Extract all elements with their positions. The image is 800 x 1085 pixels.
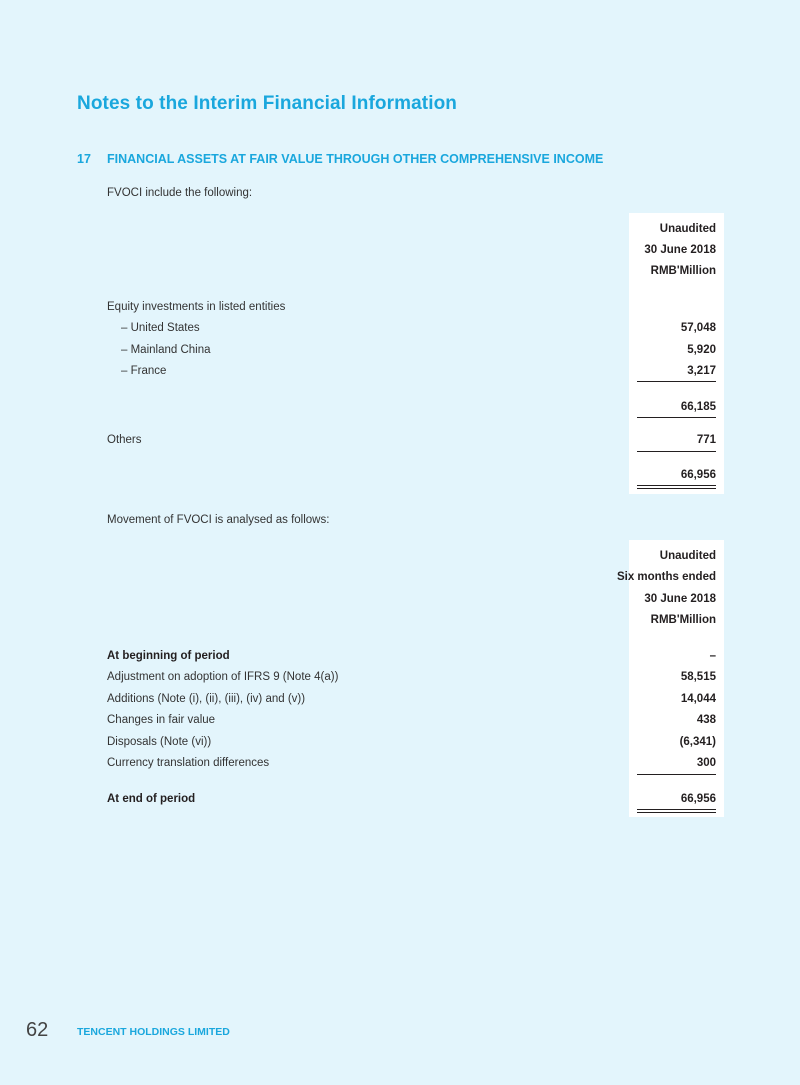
row-value: 5,920 bbox=[687, 344, 716, 356]
table1-others-row bbox=[107, 430, 716, 450]
row-label: Currency translation differences bbox=[107, 757, 270, 769]
total-double-rule bbox=[637, 485, 716, 489]
row-label: Adjustment on adoption of IFRS 9 (Note 4(a)) bbox=[107, 671, 339, 683]
table1-subtotal-row bbox=[107, 397, 716, 417]
section-heading bbox=[77, 152, 603, 166]
row-value: (6,341) bbox=[679, 736, 716, 748]
row-value: 438 bbox=[696, 714, 716, 726]
table1-total-row bbox=[107, 465, 716, 485]
row-label: – Mainland China bbox=[121, 344, 211, 356]
row-value: 14,044 bbox=[680, 693, 716, 705]
table1-header-date: 30 June 2018 bbox=[644, 244, 716, 256]
row-label: Others bbox=[107, 434, 142, 446]
row-label: – United States bbox=[121, 322, 200, 334]
row-label: Changes in fair value bbox=[107, 714, 216, 726]
section-title: FINANCIAL ASSETS AT FAIR VALUE THROUGH OTHER COMPREHENSIVE INCOME bbox=[107, 152, 604, 166]
row-label: Additions (Note (i), (ii), (iii), (iv) and (v)) bbox=[107, 693, 306, 705]
table-row bbox=[107, 318, 716, 338]
row-value: 300 bbox=[696, 757, 716, 769]
row-label: At end of period bbox=[107, 793, 196, 805]
end-double-rule bbox=[637, 809, 716, 813]
table1-group-row bbox=[107, 297, 716, 317]
total-rule bbox=[637, 451, 716, 452]
subtotal-rule bbox=[637, 381, 716, 382]
page-title: Notes to the Interim Financial Information bbox=[77, 93, 458, 114]
table2-header-date: 30 June 2018 bbox=[644, 593, 716, 605]
subtotal-value: 66,185 bbox=[680, 401, 716, 413]
row-label: – France bbox=[121, 365, 167, 377]
table2-end-row bbox=[107, 789, 716, 809]
table1-intro: FVOCI include the following: bbox=[107, 187, 253, 199]
table-row bbox=[107, 753, 716, 773]
table-row bbox=[107, 340, 716, 360]
table2-intro: Movement of FVOCI is analysed as follows: bbox=[107, 514, 330, 526]
table2-header-unaudited: Unaudited bbox=[659, 550, 716, 562]
table-row bbox=[107, 689, 716, 709]
table1-header-currency: RMB'Million bbox=[650, 265, 716, 277]
row-label: Disposals (Note (vi)) bbox=[107, 736, 212, 748]
row-value: 66,956 bbox=[680, 793, 716, 805]
row-label: At beginning of period bbox=[107, 650, 230, 662]
section-number: 17 bbox=[77, 152, 91, 166]
table2-header-period: Six months ended bbox=[616, 571, 716, 583]
group-label: Equity investments in listed entities bbox=[107, 301, 286, 313]
table-row bbox=[107, 667, 716, 687]
subtotal-bottom-rule bbox=[637, 417, 716, 418]
row-value: 3,217 bbox=[687, 365, 716, 377]
table-row bbox=[107, 361, 716, 381]
row-value: 57,048 bbox=[680, 322, 716, 334]
page-number: 62 bbox=[26, 1019, 49, 1041]
total-value: 66,956 bbox=[680, 469, 716, 481]
table1-header-unaudited: Unaudited bbox=[659, 223, 716, 235]
end-rule bbox=[637, 774, 716, 775]
table-row bbox=[107, 710, 716, 730]
table-row bbox=[107, 732, 716, 752]
row-value: – bbox=[709, 650, 716, 662]
row-value: 58,515 bbox=[680, 671, 716, 683]
table-row bbox=[107, 646, 716, 666]
company-name: TENCENT HOLDINGS LIMITED bbox=[77, 1026, 230, 1038]
table2-header-currency: RMB'Million bbox=[650, 614, 716, 626]
row-value: 771 bbox=[696, 434, 716, 446]
